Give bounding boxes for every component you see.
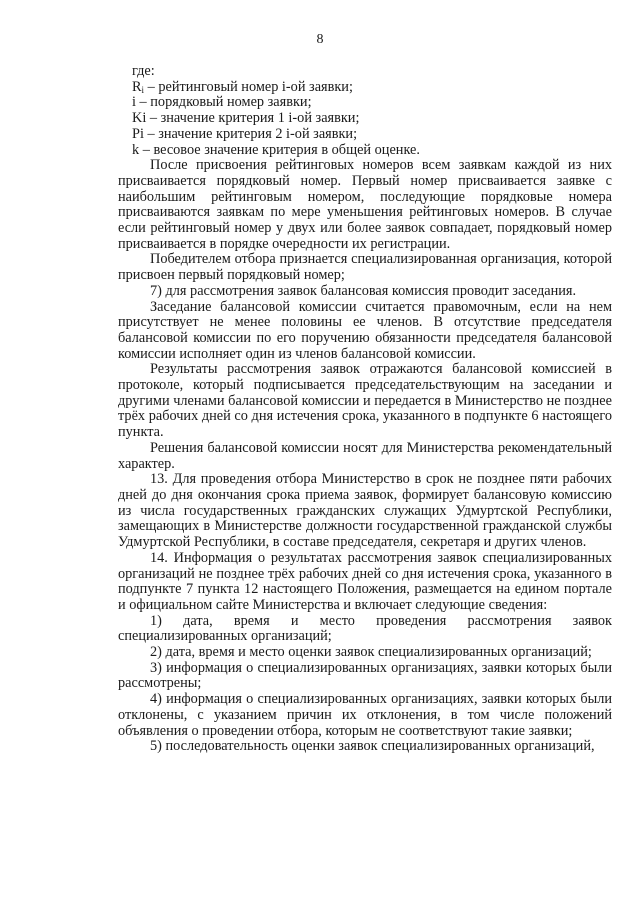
rating-subscript: i <box>141 84 145 95</box>
paragraph-section-13: 13. Для проведения отбора Министерство в срок не позднее пяти рабочих дней до дня окончания срока приема заявок, формирует балансовую комиссию из числа государственных гражданских служащих Удмуртской Республики, замещающих в Министерстве должности государственной гражданской службы Удмуртской Республики, в составе председателя, секретаря и других членов. <box>118 471 612 551</box>
legend-criterion-2: Pi – значение критерия 2 i-ой заявки; <box>132 125 358 142</box>
legend-ordinal: i – порядковый номер заявки; <box>132 94 312 111</box>
list-item-5: 5) последовательность оценки заявок специализированных организаций, <box>150 738 595 755</box>
rating-text: – рейтинговый номер i-ой заявки; <box>144 78 353 95</box>
rating-symbol: R <box>132 78 142 95</box>
paragraph-quorum: Заседание балансовой комиссии считается правомочным, если на нем присутствует не менее половины ее членов. В отсутствие председателя балансовой комиссии по его поручению обязанности председателя балансовой комиссии исполняет один из членов балансовой комиссии. <box>118 298 612 362</box>
legend-criterion-1: Ki – значение критерия 1 i-ой заявки; <box>132 110 360 127</box>
formula-legend <box>118 64 612 158</box>
paragraph-section-14: 14. Информация о результатах рассмотрения заявок специализированных организаций не позднее трёх рабочих дней со дня истечения срока, указанного в подпункте 7 пункта 12 настоящего Положения, размещается на едином портале и официальном сайте Министерства и включает следующие сведения: <box>118 549 612 613</box>
paragraph-protocol: Результаты рассмотрения заявок отражаются балансовой комиссией в протоколе, который подписывается председательствующим на заседании и другими членами балансовой комиссии и передается в Министерство не позднее трёх рабочих дней со дня истечения срока, указанного в подпункте 6 настоящего пункта. <box>118 361 612 441</box>
list-item-4: 4) информация о специализированных организациях, заявки которых были отклонены, с указанием причин их отклонения, в том числе положений объявления о проведении отбора, которым не соответствуют такие заявки; <box>118 691 612 739</box>
legend-weight: k – весовое значение критерия в общей оценке. <box>132 141 420 158</box>
legend-rating <box>132 80 612 96</box>
list-item-2: 2) дата, время и место оценки заявок специализированных организаций; <box>150 644 592 661</box>
paragraph-decisions: Решения балансовой комиссии носят для Министерства рекомендательный характер. <box>118 439 612 472</box>
paragraph-winner: Победителем отбора признается специализированная организация, которой присвоен первый порядковый номер; <box>118 251 612 284</box>
list-item-3: 3) информация о специализированных организациях, заявки которых были рассмотрены; <box>118 659 612 692</box>
document-body <box>118 64 612 755</box>
page-number: 8 <box>316 32 324 47</box>
list-item-1: 1) дата, время и место проведения рассмотрения заявок специализированных организаций; <box>118 612 612 645</box>
paragraph-ordinal-numbers: После присвоения рейтинговых номеров всем заявкам каждой из них присваивается порядковый номер. Первый номер присваивается заявке с наибольшим рейтинговым номером, последующие порядковые номера присваиваются заявкам по мере уменьшения рейтинговых номеров. В случае если рейтинговый номер у двух или более заявок совпадает, порядковый номер присваивается в порядке очередности их регистрации. <box>118 157 612 252</box>
paragraph-item-7: 7) для рассмотрения заявок балансовая комиссия проводит заседания. <box>150 282 577 299</box>
legend-intro: где: <box>132 63 155 79</box>
